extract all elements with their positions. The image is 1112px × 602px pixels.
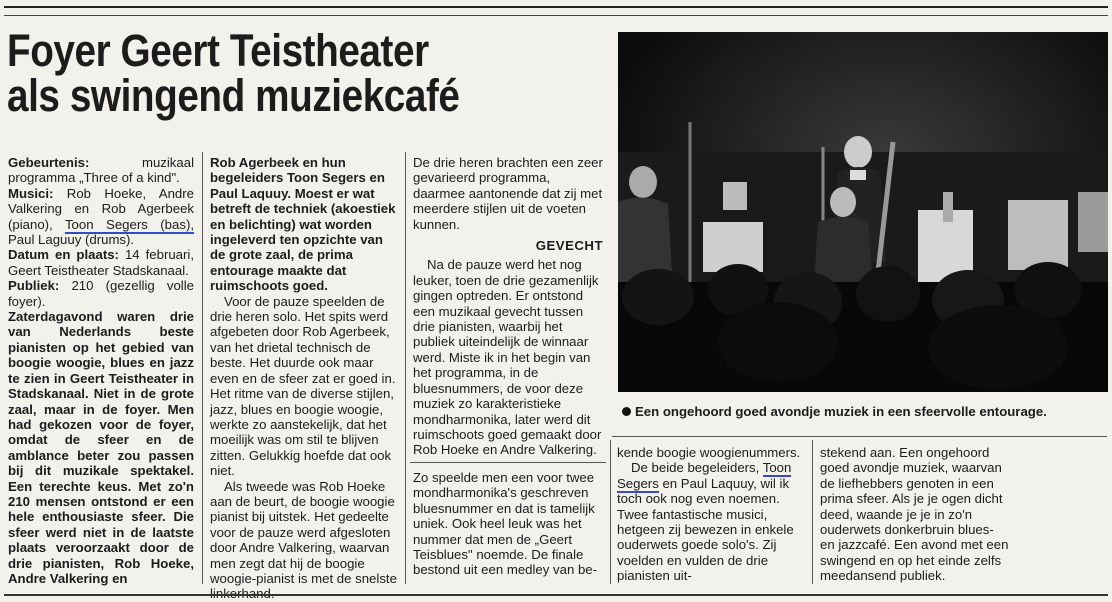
pen-underline-toon-segers: Toon Segers (bas), bbox=[64, 216, 194, 232]
body-paragraph: Als tweede was Rob Hoeke aan de beurt, de boogie woogie pianist bij uitstek. Het gedeelte voor de pauze werd afgesloten door Andre Valkering, waarvan men zegt dat hij de boogie woogie-pianist is met de snelste bbox=[210, 478, 397, 586]
article-column-5 bbox=[617, 445, 807, 584]
article-column-2 bbox=[210, 155, 400, 602]
lead-paragraph-continued: Rob Agerbeek en hun begeleiders Toon Segers en Paul Laquuy. Moest er wat betreft de techniek (akoestiek en belichting) wat worden ingeleverd ten opzichte van de grote zaal, de prima entourage maakte dat ruimschoots goed. bbox=[210, 155, 396, 294]
headline bbox=[7, 25, 523, 121]
photo-caption bbox=[622, 404, 1102, 419]
body-paragraph: Zo speelde men een voor twee mondharmonika's geschreven bluesnummer en dat is tamelijk uniek. Ook heel leuk was het nummer dat men de „Geert Teisblues" noemde. De finale bestond uit een medley van be- bbox=[413, 470, 598, 578]
body-paragraph: De drie heren brachten een zeer gevarieerd programma, daarmee aantonende dat zij met meerdere stijlen uit de voeten kunnen. bbox=[413, 155, 603, 232]
factbox-date: Datum en plaats: 14 februari, Geert Teistheater Stadskanaal. bbox=[8, 247, 194, 278]
factbox-musicians: Musici: Rob Hoeke, Andre Valkering en Rob Agerbeek (piano), Toon Segers (bas), Paul Laguuy (drums). bbox=[8, 185, 194, 248]
headline-line-1: Foyer Geert Teistheater bbox=[7, 25, 429, 76]
section-divider bbox=[612, 436, 1107, 437]
pen-underline-toon-segers: Toon Segers bbox=[617, 460, 792, 491]
concert-photo-image bbox=[618, 32, 1108, 392]
column-divider bbox=[202, 152, 203, 584]
top-rule-thin bbox=[4, 15, 1108, 16]
body-paragraph: kende boogie woogienummers. bbox=[617, 445, 801, 460]
factbox-audience: Publiek: 210 (gezellig volle foyer). bbox=[8, 278, 194, 309]
article-column-1 bbox=[8, 155, 194, 586]
lead-paragraph: Zaterdagavond waren drie van Nederlands beste pianisten op het gebied van boogie woogie, blues en jazz te zien in Geert Teistheater in Stadskanaal. Niet in de grote zaal, maar in de foyer. Men had gekozen voor de foyer, omdat de sfeer en de amblance beter zou passen bij dit muzikale spektakel. Een terechte keus. Met zo'n 210 mensen ontstond er een hele enthousiaste sfeer. Die sfeer werd niet in de laatste plaats veroorzaakt door de drie pianisten, Rob Hoeke, Andre Valkering en bbox=[8, 309, 194, 586]
body-paragraph: Na de pauze werd het nog leuker, toen de drie gezamenlijk gingen optreden. Er ontstond een muzikaal gevecht tussen drie pianisten, waarbij het publiek uiteindelijk de winnaar werd. Miste ik in het begin van het programma, in de bluesnummers, de voor deze muziek zo karakteristieke mondharmonika, later werd dit ruimschoots goed gemaakt door Rob Hoeke en Andre Valkering. bbox=[413, 257, 602, 458]
body-paragraph: Voor de pauze speelden de drie heren solo. Het spits werd afgebeten door Rob Agerbeek, van het drietal technisch de beste. Het duurde ook maar even en de sfeer zat er goed in. Het ritme van de diverse stijlen, jazz, blues en boogie woogie, werkte zo aanstekelijk, dat het moeilijk was om stil te blijven zitten. Gelukkig hoefde dat ook niet. bbox=[210, 293, 396, 479]
top-rule bbox=[4, 6, 1108, 8]
concert-photo bbox=[618, 32, 1108, 392]
bottom-rule bbox=[4, 594, 1108, 596]
article-column-6 bbox=[820, 445, 1010, 584]
body-paragraph: stekend aan. Een ongehoord goed avondje muziek, waarvan de liefhebbers genoten in een prima sfeer. Als je je ogen dicht deed, waande je je in zo'n ouderwets donkerbruin blues- en jazzcafé. Een avond met een swingend en op het einde zelfs meedansend publiek. bbox=[820, 445, 1009, 584]
subheading: GEVECHT bbox=[535, 238, 603, 254]
body-paragraph: De beide begeleiders, Toon Segers en Paul Laquuy, wil ik toch ook nog even noemen. Twee fantastische musici, hetgeen zij bewezen in enkele ouderwets goede solo's. Zij voelden en vulden de drie pianisten uit- bbox=[617, 460, 794, 584]
article-column-4 bbox=[413, 470, 605, 578]
column-divider bbox=[812, 440, 813, 584]
section-divider bbox=[410, 462, 606, 463]
article-column-3 bbox=[413, 155, 603, 458]
column-divider bbox=[610, 440, 611, 584]
caption-bullet-icon bbox=[622, 407, 631, 416]
headline-line-2: als swingend muziekcafé bbox=[7, 70, 460, 121]
caption-text: Een ongehoord goed avondje muziek in een sfeervolle entourage. bbox=[635, 404, 1047, 419]
factbox-event: Gebeurtenis: muzikaal programma „Three of a kind". bbox=[8, 155, 194, 186]
column-divider bbox=[405, 152, 406, 584]
